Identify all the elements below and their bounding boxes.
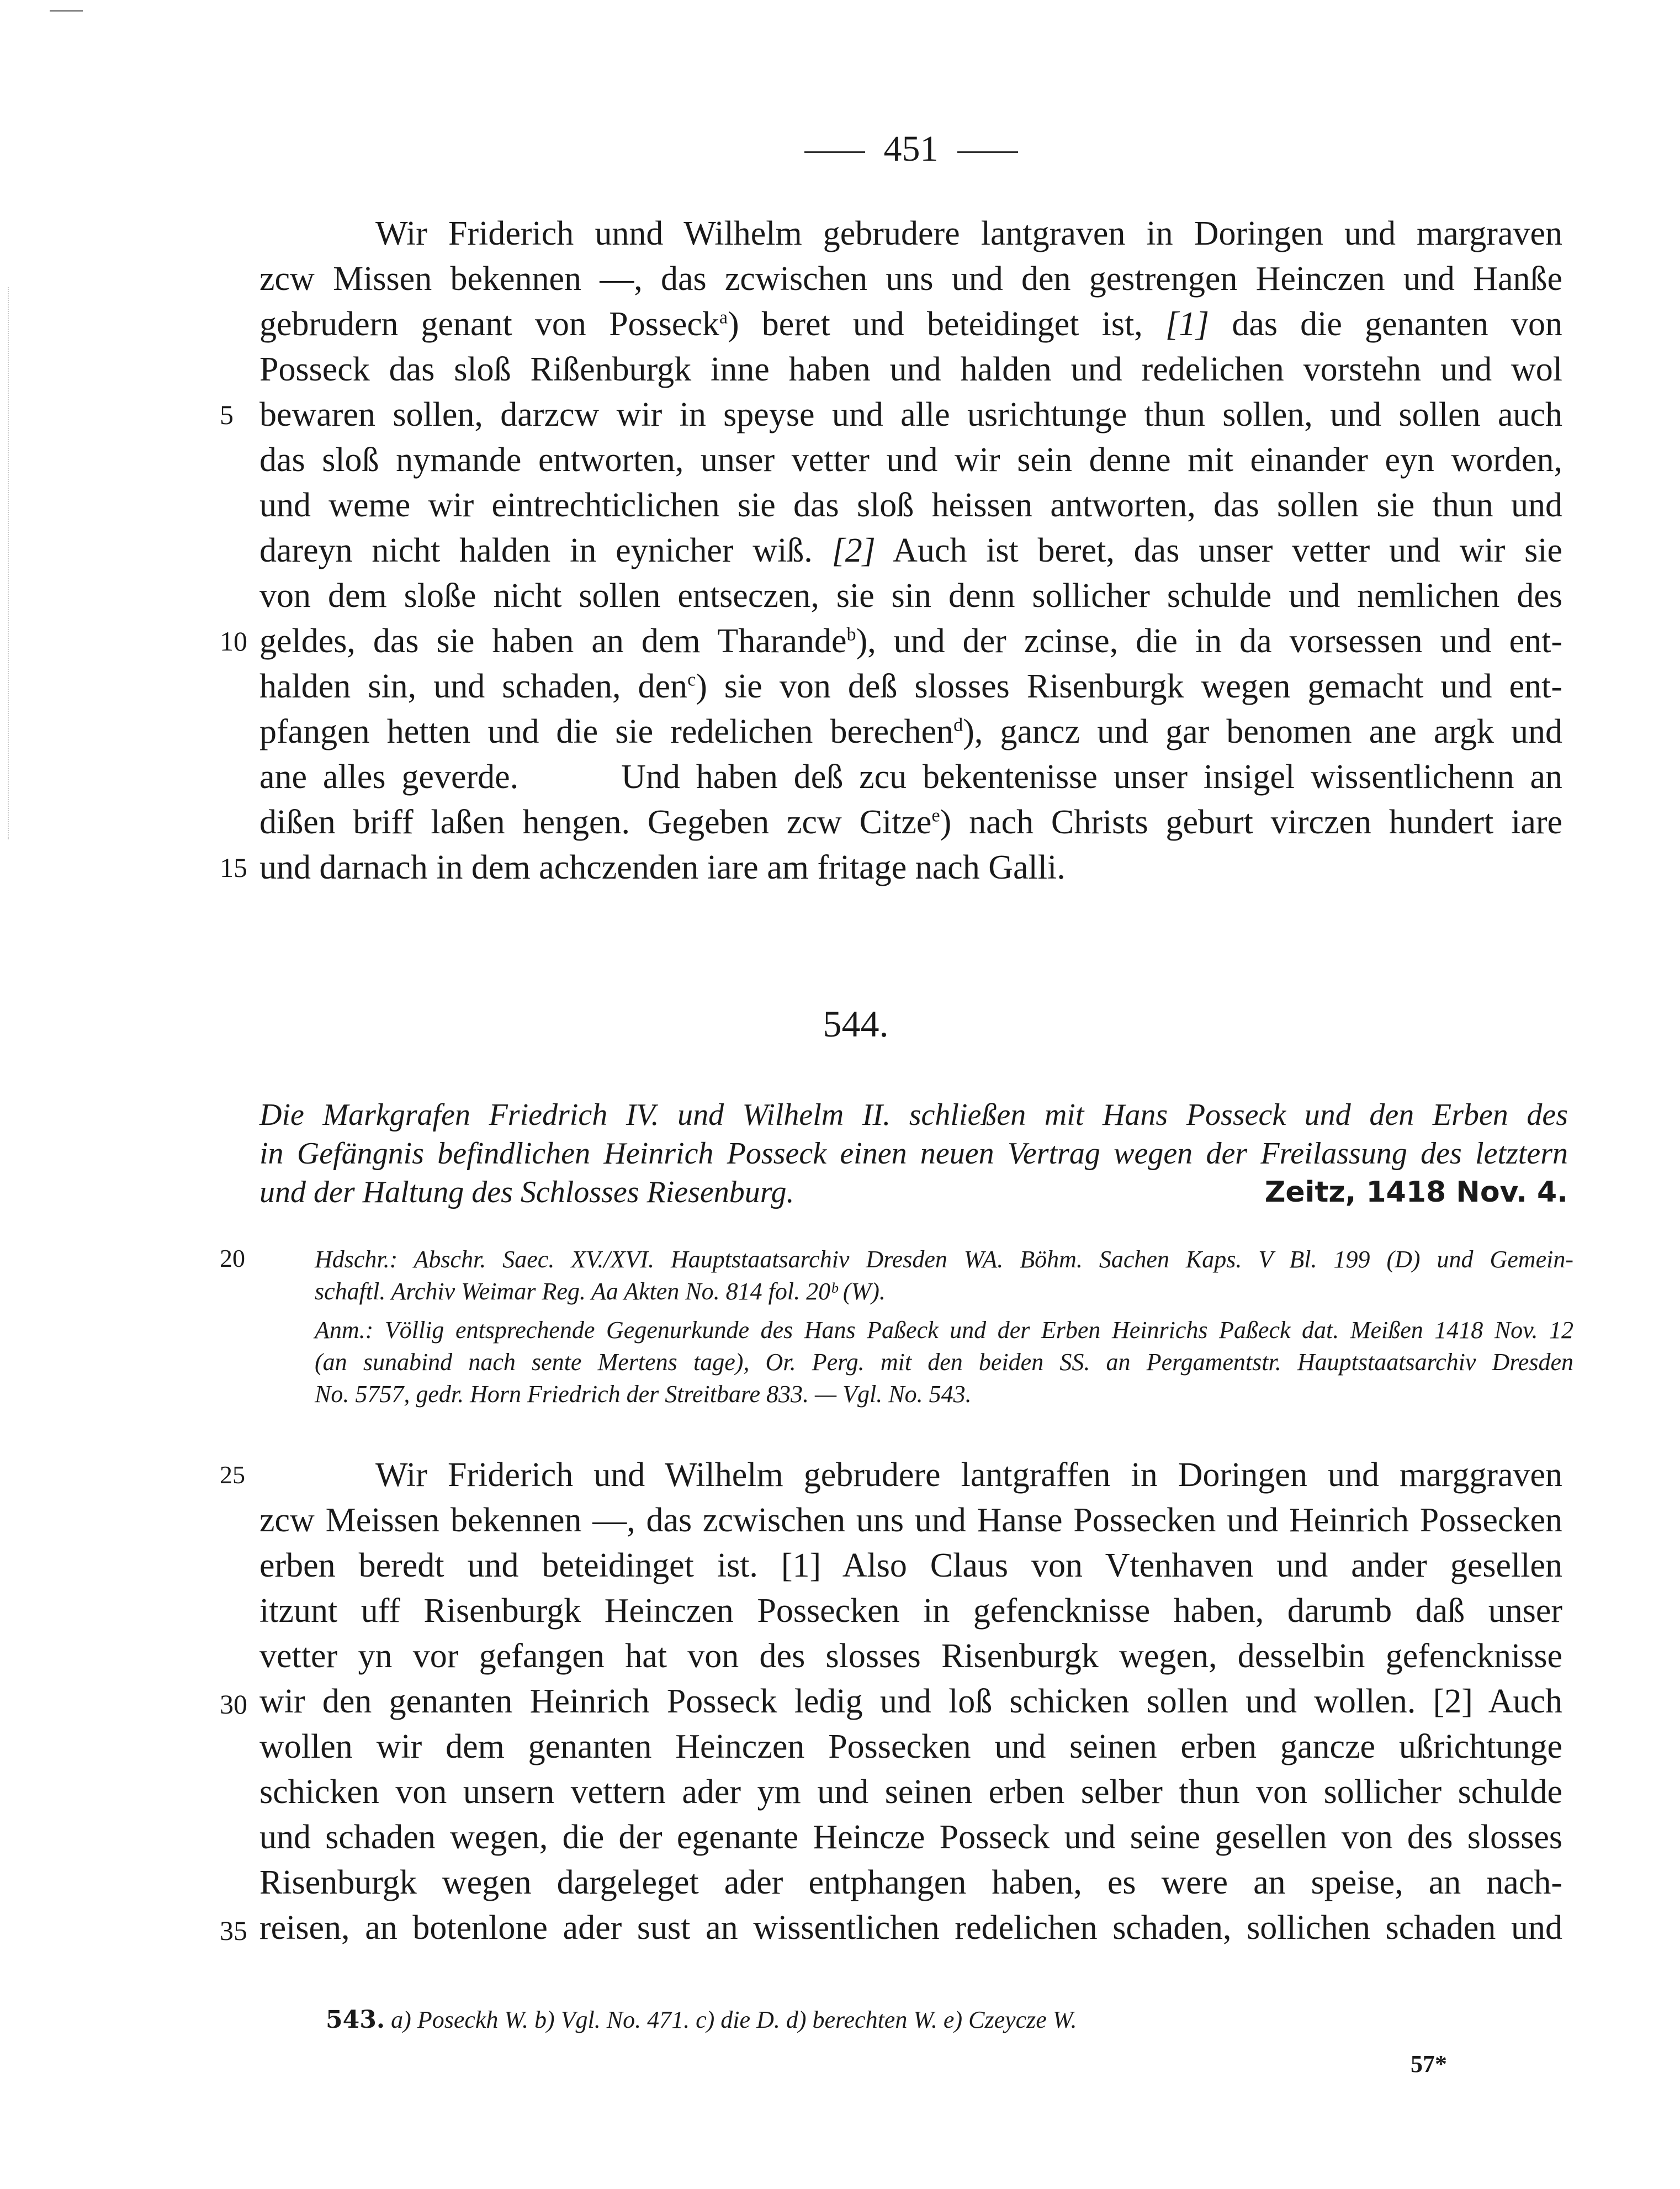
line-number: 30	[220, 1689, 247, 1720]
doc1-line-7: und weme wir eintrechticlichen sie das sloß heissen antworten, das sollen sie thun und	[259, 487, 1562, 524]
doc1-line-6: das sloß nymande entworten, unser vetter und wir sein denne mit einander eyn worden,	[259, 441, 1562, 479]
doc2-line: wir den genanten Heinrich Posseck ledig und loß schicken sollen und wollen. [2] Auch	[259, 1683, 1562, 1720]
doc1-line-12: pfangen hetten und die sie redelichen berechen$^d$), gancz und gar benomen ane argk und	[259, 713, 1562, 750]
doc2-line: Wir Friderich und Wilhelm gebrudere lantgraffen in Doringen und marggraven	[375, 1456, 1562, 1494]
doc1-line-11: halden sin, und schaden, den$^c$) sie von deß slosses Risenburgk wegen gemacht und ent-	[259, 668, 1562, 705]
line-number: 20	[220, 1244, 245, 1272]
doc1-line-14: dißen briff laßen hengen. Gegeben zcw Citze$^e$) nach Christs geburt virczen hundert iare	[259, 803, 1563, 841]
regest-line: in Gefängnis befindlichen Heinrich Posseck einen neuen Vertrag wegen der Freilassung des letztern	[259, 1136, 1568, 1171]
handschr-line: Hdschr.: Abschr. Saec. XV./XVI. Hauptstaatsarchiv Dresden WA. Böhm. Sachen Kaps. V Bl. 199 (D) und Gemein-	[315, 1246, 1573, 1273]
doc2-line: vetter yn vor gefangen hat von des slosses Risenburgk wegen, desselbin gefencknisse	[259, 1637, 1562, 1675]
anm-line: Anm.: Völlig entsprechende Gegenurkunde des Hans Paßeck und der Erben Heinrichs Paßeck dat. Meißen 1418 Nov. 12	[315, 1316, 1573, 1344]
doc1-line-3: gebrudern genant von Posseck$^a$) beret und beteidinget ist, [1] das die genanten von	[259, 305, 1563, 343]
header-dash-left	[804, 151, 865, 153]
regest-line: und der Haltung des Schlosses Riesenburg.	[259, 1175, 794, 1209]
footnotes	[326, 2006, 1077, 2034]
footnote-doc-ref: 543.	[326, 2006, 385, 2034]
top-left-mark	[50, 10, 83, 12]
doc1-line-2: zcw Missen bekennen —, das zcwischen uns und den gestrengen Heinczen und Hanße	[259, 260, 1562, 298]
doc2-line: erben beredt und beteidinget ist. [1] Also Claus von Vtenhaven und ander gesellen	[259, 1547, 1562, 1584]
doc2-line: reisen, an botenlone ader sust an wissentlichen redelichen schaden, sollichen schaden und	[259, 1909, 1562, 1947]
doc1-line-1: Wir Friderich unnd Wilhelm gebrudere lantgraven in Doringen und margraven	[375, 215, 1562, 252]
footnote-text: a) Poseckh W. b) Vgl. No. 471. c) die D. d) berechten W. e) Czeycze W.	[391, 2006, 1077, 2033]
doc1-line-8: dareyn nicht halden in eynicher wiß. [2] Auch ist beret, das unser vetter und wir sie	[259, 532, 1562, 569]
anm-line: No. 5757, gedr. Horn Friedrich der Streitbare 833. — Vgl. No. 543.	[315, 1381, 972, 1408]
doc1-line-4: Posseck das sloß Rißenburgk inne haben und halden und redelichen vorstehn und wol	[259, 351, 1562, 388]
line-number: 15	[220, 852, 247, 883]
doc1-line-10: geldes, das sie haben an dem Tharande$^b$), und der zcinse, die in da vorsessen und ent-	[259, 622, 1562, 660]
margin-artifact	[8, 287, 11, 839]
regest-line: Die Markgrafen Friedrich IV. und Wilhelm II. schließen mit Hans Posseck und den Erben des	[259, 1098, 1568, 1132]
doc2-line: itzunt uff Risenburgk Heinczen Possecken in gefencknisse haben, darumb daß unser	[259, 1592, 1562, 1630]
page-header	[762, 128, 1060, 170]
doc2-line: wollen wir dem genanten Heinczen Possecken und seinen erben gancze ußrichtunge	[259, 1728, 1562, 1765]
doc1-line-5: bewaren sollen, darzcw wir in speyse und alle usrichtunge thun sollen, und sollen auch	[259, 396, 1562, 433]
page-number: 451	[883, 129, 939, 169]
line-number: 5	[220, 399, 234, 430]
doc1-line-9: von dem sloße nicht sollen entseczen, sie sin denn sollicher schulde und nemlichen des	[259, 577, 1562, 615]
handschr-line: schaftl. Archiv Weimar Reg. Aa Akten No. 814 fol. 20ᵇ (W).	[315, 1278, 886, 1305]
doc1-line-15: und darnach in dem achczenden iare am fritage nach Galli.	[259, 849, 1066, 886]
doc2-line: Risenburgk wegen dargeleget ader entphangen haben, es were an speise, an nach-	[259, 1864, 1562, 1901]
page-signature: 57*	[1411, 2050, 1447, 2077]
doc2-line: schicken von unsern vettern ader ym und seinen erben selber thun von sollicher schulde	[259, 1773, 1562, 1811]
anm-line: (an sunabind nach sente Mertens tage), Or. Perg. mit den beiden SS. an Pergamentstr. Hauptstaatsarchiv Dresden	[315, 1349, 1573, 1376]
line-number: 10	[220, 626, 247, 657]
header-dash-right	[957, 151, 1018, 153]
place-date: Zeitz, 1418 Nov. 4.	[1264, 1176, 1568, 1209]
line-number: 25	[220, 1461, 245, 1489]
doc2-line: zcw Meissen bekennen —, das zcwischen uns und Hanse Possecken und Heinrich Possecken	[259, 1501, 1562, 1539]
document-number: 544.	[823, 1003, 889, 1045]
doc2-line: und schaden wegen, die der egenante Heincze Posseck und seine gesellen von des slosses	[259, 1818, 1562, 1856]
line-number: 35	[220, 1915, 247, 1946]
doc1-line-13: ane alles geverde. Und haben deß zcu bekentenisse unser insigel wissentlichenn an	[259, 758, 1562, 796]
